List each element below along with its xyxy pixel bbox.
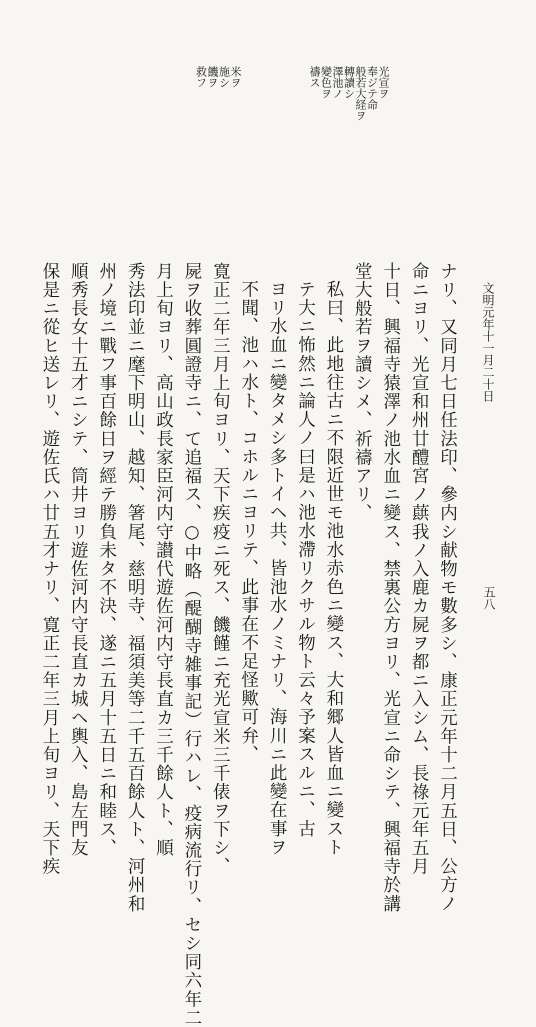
text-column: 命ニヨリ、光宣和州廿醴宮ノ蕻我ノ入鹿カ屍ヲ都ニ入シム、長祿元年五月 [409, 262, 430, 876]
text-column: 順秀長女十五才ニシテ、筒井ヨリ遊佐河内守長直カ城ヘ輿入、島左門友 [68, 262, 89, 858]
side-note-line: 救フ [194, 66, 208, 88]
side-note-line: 饑ヲ [206, 66, 219, 88]
text-column: 州ノ境ニ戰フ事百餘日ヲ經テ勝負未タ不決、遂ニ五月十五日ニ和睦ス、 [96, 262, 117, 858]
side-note-line: 澤池ノ [331, 66, 344, 99]
side-note-line: 光宣ヲ [377, 66, 390, 99]
page-number: 五八 [482, 586, 496, 610]
text-column: ヨリ水血ニ變タメシ多トイヘ共、皆池水ノミナリ、海川ニ此變在事ヲ [267, 280, 288, 857]
running-head: 文明元年十一月二十日 [481, 282, 495, 402]
text-column: 十日、興福寺猿澤ノ池水血ニ變ス、禁裏公方ヨリ、光宣ニ命シテ、興福寺於講 [380, 262, 401, 913]
text-column: 屍ヲ收葬圓證寺ニ、て追福ス、○中略（醍醐寺雑事記）行ハレ、疫病流行リ、セシ同六年二 [181, 262, 202, 1027]
text-column: 寛正二年三月上旬ヨリ、天下疾疫ニ死ス、饑饉ニ充光宣米三千俵ヲ下シ、 [210, 262, 231, 876]
text-column: 不聞、池ハ水ト、コホルニヨリテ、此事在不足怪歟可弁、 [238, 280, 259, 764]
side-note-line: 轉讀シ [342, 66, 356, 99]
text-column: 私曰、此地往古ニ不限近世モ池水赤色ニ變ス、大和郷人皆血ニ變スト [323, 280, 344, 857]
side-note-line: 禱ス [308, 66, 321, 88]
text-column: ナリ、又同月七日任法印、參内シ献物モ數多シ、康正元年十二月五日、公方ノ [437, 262, 458, 913]
text-column: 堂大般若ヲ讀シメ、祈禱アリ、 [352, 262, 373, 523]
text-column: 秀法印並ニ麾下明山、越知、箸尾、慈明寺、福須美等二千五百餘人ト、河州和 [125, 262, 146, 913]
text-column: 月上旬ヨリ、高山政長家臣河内守讃代遊佐河内守長直カ三千餘人ト、順 [153, 262, 174, 858]
side-note-line: 般若大経ヲ [354, 66, 367, 121]
side-note-line: 米ヲ [229, 66, 242, 88]
text-column: テ大ニ怖然ニ論人ノ曰是ハ池水滯リクサル物ト云々予案スルニ、古 [295, 280, 316, 838]
side-note-line: 施シ [217, 66, 231, 88]
text-column: 保是ニ從ヒ送レリ、遊佐氏ハ廿五才ナリ、寛正二年三月上旬ヨリ、天下疾 [39, 262, 60, 876]
side-note-line: 變色ヲ [319, 66, 333, 99]
side-note-line: 奉ジテ命 [365, 66, 379, 110]
